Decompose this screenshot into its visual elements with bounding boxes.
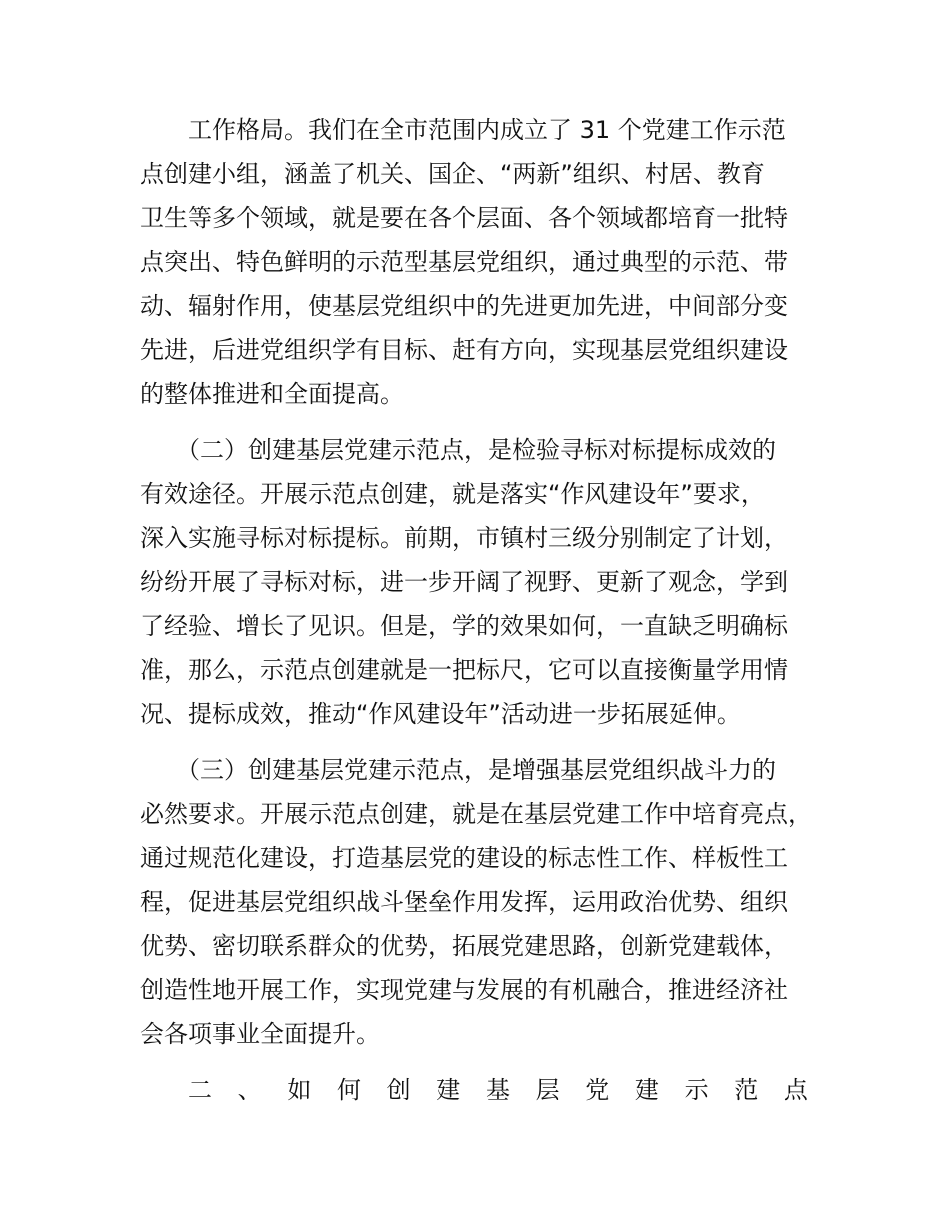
paragraph-gap — [140, 416, 830, 428]
text-line: 准，那么，示范点创建就是一把标尺，它可以直接衡量学用情 — [140, 656, 788, 684]
heading-char: 二 — [188, 1076, 212, 1104]
heading-char: 、 — [237, 1076, 262, 1104]
heading-char: 点 — [783, 1076, 808, 1104]
heading-char: 层 — [535, 1076, 560, 1104]
text-line: 点创建小组，涵盖了机关、国企、“两新”组织、村居、教育 — [140, 160, 765, 188]
heading-char: 何 — [336, 1076, 361, 1104]
heading-char: 基 — [485, 1076, 510, 1104]
text-line: 先进，后进党组织学有目标、赶有方向，实现基层党组织建设 — [140, 336, 788, 364]
text-line: 创造性地开展工作，实现党建与发展的有机融合，推进经济社 — [140, 976, 788, 1004]
heading-char: 建 — [634, 1076, 659, 1104]
document-body — [140, 108, 830, 1112]
text-line: 工作格局。我们在全市范围内成立了 31 个党建工作示范 — [140, 116, 786, 144]
text-line: 况、提标成效，推动“作风建设年”活动进一步拓展延伸。 — [140, 700, 741, 728]
text-line: 程，促进基层党组织战斗堡垒作用发挥，运用政治优势、组织 — [140, 888, 788, 916]
paragraph-3 — [140, 748, 830, 1056]
heading-char: 党 — [585, 1076, 610, 1104]
text-line: 优势、密切联系群众的优势，拓展党建思路，创新党建载体， — [140, 932, 788, 960]
heading-char: 范 — [734, 1076, 759, 1104]
heading-char: 示 — [684, 1076, 709, 1104]
paragraph-gap — [140, 1056, 830, 1068]
text-line: 了经验、增长了见识。但是，学的效果如何，一直缺乏明确标 — [140, 612, 788, 640]
text-line: 深入实施寻标对标提标。前期，市镇村三级分别制定了计划， — [140, 524, 788, 552]
text-line: 必然要求。开展示范点创建，就是在基层党建工作中培育亮点， — [140, 800, 812, 828]
text-line: 卫生等多个领域，就是要在各个层面、各个领域都培育一批特 — [140, 204, 788, 232]
text-line: （三）创建基层党建示范点，是增强基层党组织战斗力的 — [140, 756, 776, 784]
heading-char: 如 — [287, 1076, 312, 1104]
text-line: 的整体推进和全面提高。 — [140, 380, 404, 408]
heading-char: 创 — [386, 1076, 411, 1104]
text-line: 通过规范化建设，打造基层党的建设的标志性工作、样板性工 — [140, 844, 788, 872]
text-line: 动、辐射作用，使基层党组织中的先进更加先进，中间部分变 — [140, 292, 788, 320]
paragraph-gap — [140, 736, 830, 748]
paragraph-1 — [140, 108, 830, 416]
text-line: 纷纷开展了寻标对标，进一步开阔了视野、更新了观念，学到 — [140, 568, 788, 596]
text-line: 有效途径。开展示范点创建，就是落实“作风建设年”要求， — [140, 480, 765, 508]
text-line: 点突出、特色鲜明的示范型基层党组织，通过典型的示范、带 — [140, 248, 788, 276]
paragraph-2 — [140, 428, 830, 736]
text-line: 会各项事业全面提升。 — [140, 1020, 380, 1048]
section-heading — [140, 1068, 808, 1112]
text-line: （二）创建基层党建示范点，是检验寻标对标提标成效的 — [140, 436, 776, 464]
heading-char: 建 — [436, 1076, 461, 1104]
